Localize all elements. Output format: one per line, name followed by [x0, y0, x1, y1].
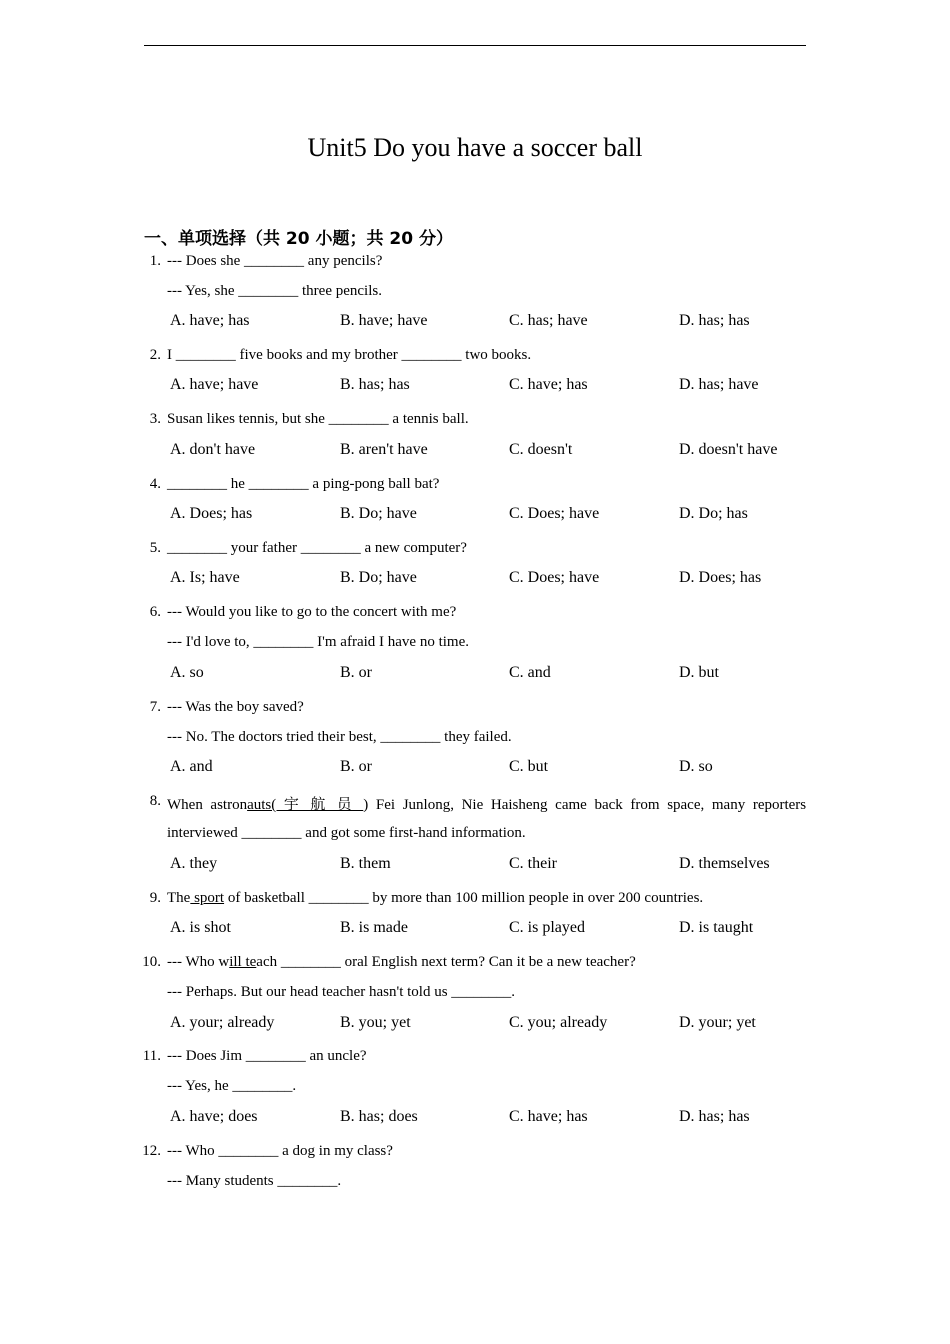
underlined-text: ill te: [229, 954, 257, 970]
option-c: C. Does; have: [509, 569, 600, 586]
option-a: A. have; does: [170, 1108, 258, 1125]
question-text: --- Who w: [167, 954, 230, 970]
option-d: D. your; yet: [679, 1014, 756, 1031]
option-d: D. has; has: [679, 312, 750, 329]
question-line: --- Was the boy saved?: [167, 699, 304, 715]
question-line: --- Would you like to go to the concert with me?: [167, 604, 457, 620]
question-text: ): [363, 797, 369, 813]
option-a: A. don't have: [170, 441, 256, 458]
question-line: [167, 793, 806, 814]
option-c: C. but: [509, 758, 549, 775]
underlined-text: sport: [190, 890, 225, 906]
question-text: came: [555, 797, 587, 813]
question-line: interviewed ________ and got some first-hand information.: [167, 825, 526, 841]
option-a: A. your; already: [170, 1014, 275, 1031]
underlined-text: auts( 宇 航 员: [247, 797, 364, 813]
option-b: B. have; have: [340, 312, 428, 329]
question-line: --- Who ________ a dog in my class?: [167, 1143, 393, 1159]
question-text: many: [711, 797, 746, 813]
option-d: D. Do; has: [679, 505, 748, 522]
question-line: ________ he ________ a ping-pong ball bat?: [167, 476, 440, 492]
question-line: --- Does she ________ any pencils?: [167, 253, 383, 269]
option-c: C. Does; have: [509, 505, 600, 522]
question-number: 5.: [149, 540, 161, 556]
option-a: A. have; has: [170, 312, 250, 329]
option-c: C. have; has: [509, 1108, 588, 1125]
question-number: 1.: [149, 253, 161, 269]
option-c: C. has; have: [509, 312, 588, 329]
question-text: ach ________ oral English next term? Can it be a new teacher?: [256, 954, 636, 970]
option-b: B. or: [340, 758, 372, 775]
option-c: C. you; already: [509, 1014, 608, 1031]
question-text: Junlong,: [402, 797, 454, 813]
section-heading: 一、单项选择（共 20 小题；共 20 分）: [144, 229, 453, 249]
option-a: A. so: [170, 664, 204, 681]
question-line: --- No. The doctors tried their best, ________ they failed.: [167, 729, 512, 745]
option-b: B. is made: [340, 919, 408, 936]
question-number: 6.: [149, 604, 161, 620]
question-line: Susan likes tennis, but she ________ a tennis ball.: [167, 411, 469, 427]
question-line: [167, 954, 636, 971]
question-text: When astron: [167, 797, 248, 813]
question-number: 12.: [142, 1143, 161, 1159]
option-a: A. and: [170, 758, 213, 775]
question-line: --- I'd love to, ________ I'm afraid I have no time.: [167, 634, 469, 650]
option-b: B. has; does: [340, 1108, 418, 1125]
question-line: I ________ five books and my brother ________ two books.: [167, 347, 532, 363]
question-number: 9.: [149, 890, 161, 906]
option-d: D. themselves: [679, 855, 770, 872]
option-a: A. they: [170, 855, 218, 872]
question-number: 10.: [142, 954, 161, 970]
option-b: B. or: [340, 664, 372, 681]
question-text: Nie: [461, 797, 484, 813]
question-number: 3.: [149, 411, 161, 427]
question-line: --- Perhaps. But our head teacher hasn't told us ________.: [167, 984, 516, 1000]
question-text: Fei: [375, 797, 396, 813]
question-line: ________ your father ________ a new computer?: [167, 540, 467, 556]
page-title: Unit5 Do you have a soccer ball: [307, 133, 643, 162]
question-text: of basketball ________ by more than 100 million people in over 200 countries.: [224, 890, 704, 906]
option-b: B. Do; have: [340, 569, 417, 586]
question-text: reporters: [752, 797, 807, 813]
option-c: C. and: [509, 664, 551, 681]
option-d: D. doesn't have: [679, 441, 778, 458]
question-line: --- Yes, he ________.: [167, 1078, 297, 1094]
question-number: 7.: [149, 699, 161, 715]
option-c: C. their: [509, 855, 557, 872]
option-d: D. has; have: [679, 376, 759, 393]
option-a: A. Is; have: [170, 569, 240, 586]
option-c: C. have; has: [509, 376, 588, 393]
question-text: The: [167, 890, 191, 906]
question-line: --- Many students ________.: [167, 1173, 342, 1189]
option-d: D. Does; has: [679, 569, 762, 586]
option-d: D. so: [679, 758, 713, 775]
question-text: Haisheng: [490, 797, 548, 813]
question-number: 8.: [149, 793, 161, 809]
option-a: A. have; have: [170, 376, 259, 393]
option-b: B. has; has: [340, 376, 410, 393]
option-b: B. them: [340, 855, 391, 872]
option-d: D. but: [679, 664, 719, 681]
option-a: A. is shot: [170, 919, 231, 936]
question-text: space,: [667, 797, 705, 813]
header-rule: [144, 45, 806, 46]
option-d: D. is taught: [679, 919, 754, 936]
option-c: C. is played: [509, 919, 585, 936]
option-a: A. Does; has: [170, 505, 253, 522]
option-b: B. Do; have: [340, 505, 417, 522]
question-line: --- Does Jim ________ an uncle?: [167, 1048, 367, 1064]
question-text: from: [630, 797, 660, 813]
option-d: D. has; has: [679, 1108, 750, 1125]
question-line: [167, 890, 703, 907]
option-b: B. you; yet: [340, 1014, 411, 1031]
question-text: back: [594, 797, 623, 813]
option-b: B. aren't have: [340, 441, 428, 458]
question-line: --- Yes, she ________ three pencils.: [167, 283, 382, 299]
question-number: 2.: [149, 347, 161, 363]
question-number: 4.: [149, 476, 161, 492]
option-c: C. doesn't: [509, 441, 573, 458]
question-number: 11.: [142, 1048, 161, 1064]
